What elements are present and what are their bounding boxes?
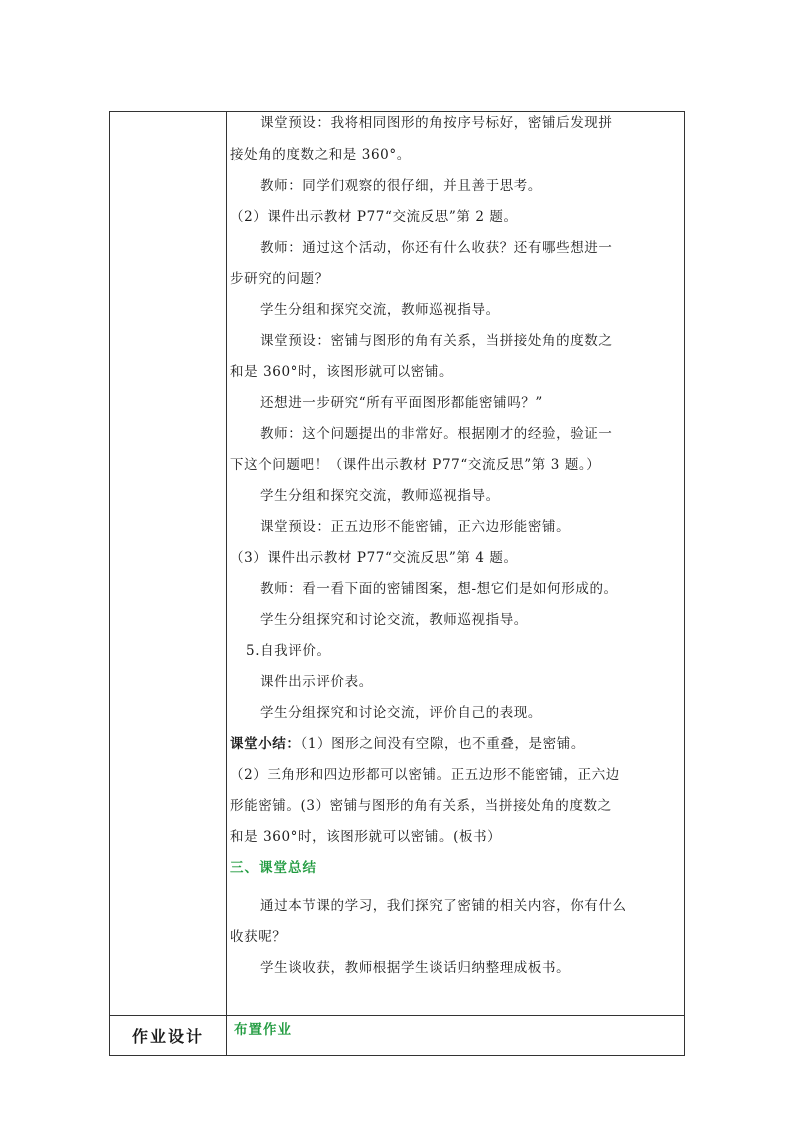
summary-line-4: 和是 360°时，该图形就可以密铺。(板书） — [230, 829, 502, 845]
text-line: 还想进一步研究“所有平面图形都能密铺吗？” — [260, 395, 543, 411]
text-line: 收获呢？ — [230, 929, 287, 945]
text-line: 教师：这个问题提出的非常好。根据刚才的经验，验证一 — [260, 426, 613, 442]
text-line: 学生分组和探究交流，教师巡视指导。 — [260, 302, 500, 318]
text-line: 课堂预设：正五边形不能密铺，正六边形能密铺。 — [260, 519, 571, 535]
summary-line-3: 形能密铺。(3）密铺与图形的角有关系，当拼接处角的度数之 — [230, 798, 612, 814]
summary-line-1 — [230, 734, 585, 754]
text-line: 下这个问题吧！（课件出示教材 P77“交流反思”第 3 题。） — [230, 457, 601, 473]
text-line: 教师：看一看下面的密铺图案，想-想它们是如何形成的。 — [260, 581, 618, 597]
text-line: 学生谈收获，教师根据学生谈话归纳整理成板书。 — [260, 960, 571, 976]
text-line: 学生分组和探究交流，教师巡视指导。 — [260, 488, 500, 504]
summary-label: 课堂小结： — [230, 736, 301, 752]
homework-label: 作业设计 — [131, 1027, 204, 1046]
text-line: 步研究的问题？ — [230, 271, 329, 287]
lesson-table — [109, 111, 685, 1056]
text-line: 学生分组探究和讨论交流，评价自己的表现。 — [260, 705, 542, 721]
text-line: 5.自我评价。 — [246, 643, 331, 659]
summary-line-2: （2）三角形和四边形都可以密铺。正五边形不能密铺，正六边 — [230, 767, 620, 783]
text-line: （3）课件出示教材 P77“交流反思”第 4 题。 — [230, 550, 518, 566]
text-line: 学生分组探究和讨论交流，教师巡视指导。 — [260, 612, 528, 628]
text-line: 通过本节课的学习，我们探究了密铺的相关内容，你有什么 — [260, 898, 627, 914]
section-heading: 三、课堂总结 — [230, 860, 317, 876]
homework-heading: 布置作业 — [234, 1022, 292, 1038]
text-line: （2）课件出示教材 P77“交流反思”第 2 题。 — [230, 209, 518, 225]
column-divider — [226, 112, 227, 1055]
text-line: 接处角的度数之和是 360°。 — [230, 147, 411, 163]
text-line: 教师：同学们观察的很仔细，并且善于思考。 — [260, 178, 542, 194]
text-line: 教师：通过这个活动，你还有什么收获？还有哪些想进一 — [260, 240, 613, 256]
summary-text: （1）图形之间没有空隙，也不重叠，是密铺。 — [300, 736, 585, 752]
text-line: 课堂预设：我将相同图形的角按序号标好，密铺后发现拼 — [260, 115, 613, 131]
text-line: 和是 360°时，该图形就可以密铺。 — [230, 364, 454, 380]
text-line: 课堂预设：密铺与图形的角有关系，当拼接处角的度数之 — [260, 333, 613, 349]
text-line: 课件出示评价表。 — [260, 674, 373, 690]
